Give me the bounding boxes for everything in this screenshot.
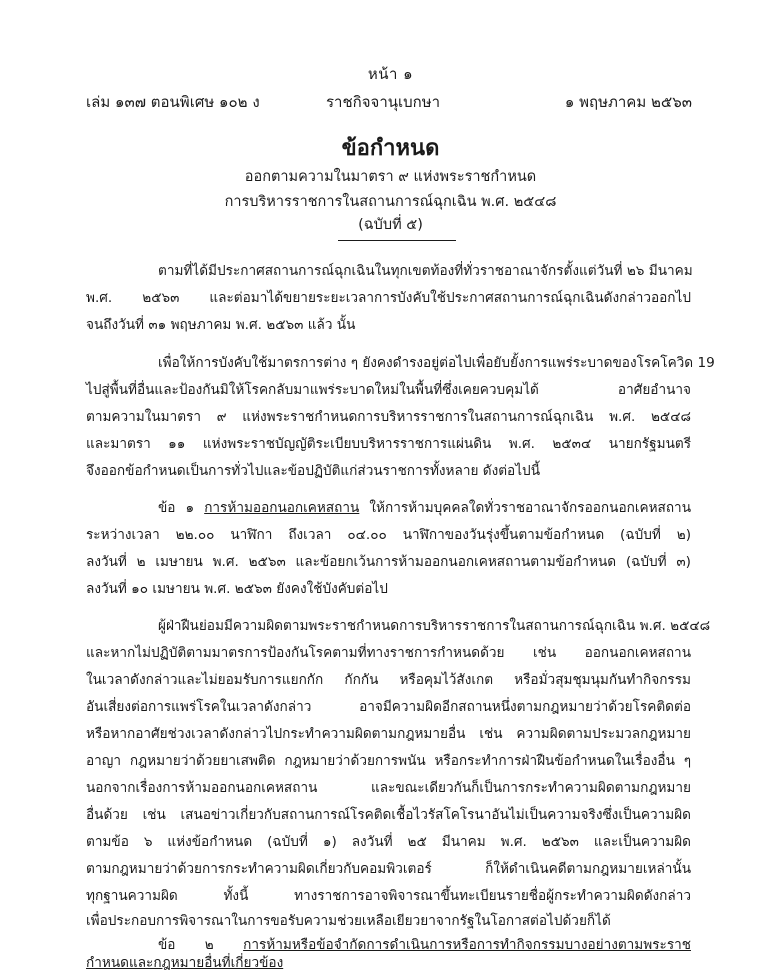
paragraph-3-line: ตามกฎหมายว่าด้วยการกระทำความผิดเกี่ยวกับคอมพิวเตอร์ ก็ให้ดำเนินคดีตามกฎหมายเหล่านั้น bbox=[86, 861, 691, 877]
volume-info: เล่ม ๑๓๗ ตอนพิเศษ ๑๐๒ ง bbox=[86, 93, 260, 111]
paragraph-2-line: ตามความในมาตรา ๙ แห่งพระราชกำหนดการบริหารราชการในสถานการณ์ฉุกเฉิน พ.ศ. ๒๕๔๘ bbox=[86, 409, 691, 425]
paragraph-3-line: หรือหากอาศัยช่วงเวลาดังกล่าวไปกระทำความผิดตามกฎหมายอื่น เช่น ความผิดตามประมวลกฎหมาย bbox=[86, 726, 691, 742]
paragraph-3-line: เพื่อประกอบการพิจารณาในการขอรับความช่วยเหลือเยียวยาจากรัฐในโอกาสต่อไปด้วยก็ได้ bbox=[86, 913, 611, 929]
page-number: หน้า ๑ bbox=[367, 65, 414, 83]
paragraph-3-line: อื่นด้วย เช่น เสนอข่าวเกี่ยวกับสถานการณ์โรคติดเชื้อไวรัสโคโรนาอันไม่เป็นความจริงซึ่งเป็นความผิด bbox=[86, 807, 691, 823]
clause-2-heading-continued: กำหนดและกฎหมายอื่นที่เกี่ยวข้อง bbox=[86, 955, 284, 971]
paragraph-2-line: ไปสู่พื้นที่อื่นและป้องกันมิให้โรคกลับมาแพร่ระบาดใหม่ในพื้นที่ซึ่งเคยควบคุมได้ อาศัยอำนาจ bbox=[86, 382, 691, 398]
document-title: ข้อกำหนด bbox=[341, 136, 440, 161]
paragraph-2-line: และมาตรา ๑๑ แห่งพระราชบัญญัติระเบียบบริหารราชการแผ่นดิน พ.ศ. ๒๕๓๔ นายกรัฐมนตรี bbox=[86, 436, 691, 452]
document-subtitle-2: การบริหารราชการในสถานการณ์ฉุกเฉิน พ.ศ. ๒๕๔๘ bbox=[224, 194, 557, 210]
paragraph-2-line: จึงออกข้อกำหนดเป็นการทั่วไปและข้อปฏิบัติแก่ส่วนราชการทั้งหลาย ดังต่อไปนี้ bbox=[86, 463, 540, 479]
clause-1-line: ระหว่างเวลา ๒๒.๐๐ นาฬิกา ถึงเวลา ๐๔.๐๐ นาฬิกาของวันรุ่งขึ้นตามข้อกำหนด (ฉบับที่ ๒) bbox=[86, 527, 691, 543]
paragraph-2-line: เพื่อให้การบังคับใช้มาตรการต่าง ๆ ยังคงดำรงอยู่ต่อไปเพื่อยับยั้งการแพร่ระบาดของโรคโควิด 19 bbox=[158, 355, 715, 371]
clause-1-number: ข้อ ๑ bbox=[158, 500, 205, 516]
clause-1-text: ให้การห้ามบุคคลใดทั่วราชอาณาจักรออกนอกเคหสถาน bbox=[359, 500, 691, 516]
paragraph-3-line: ทุกฐานความผิด ทั้งนี้ ทางราชการอาจพิจารณาขึ้นทะเบียนรายชื่อผู้กระทำความผิดดังกล่าว bbox=[86, 888, 691, 904]
gazette-name: ราชกิจจานุเบกษา bbox=[326, 93, 441, 111]
document-subtitle-1: ออกตามความในมาตรา ๙ แห่งพระราชกำหนด bbox=[244, 169, 537, 185]
title-divider bbox=[338, 240, 456, 241]
paragraph-3-line: อาญา กฎหมายว่าด้วยยาเสพติด กฎหมายว่าด้วยการพนัน หรือกระทำการฝ่าฝืนข้อกำหนดในเรื่องอื่น ๆ bbox=[86, 753, 691, 769]
clause-1-line: ลงวันที่ ๑๐ เมษายน พ.ศ. ๒๕๖๓ ยังคงใช้บังคับต่อไป bbox=[86, 581, 388, 597]
paragraph-3-line: และหากไม่ปฏิบัติตามมาตรการป้องกันโรคตามที่ทางราชการกำหนดด้วย เช่น ออกนอกเคหสถาน bbox=[86, 645, 691, 661]
publication-date: ๑ พฤษภาคม ๒๕๖๓ bbox=[564, 93, 692, 111]
document-issue-number: (ฉบับที่ ๕) bbox=[358, 217, 423, 233]
paragraph-1-line: ตามที่ได้มีประกาศสถานการณ์ฉุกเฉินในทุกเขตท้องที่ทั่วราชอาณาจักรตั้งแต่วันที่ ๒๖ มีนาคม bbox=[158, 263, 693, 279]
clause-2-number: ข้อ ๒ bbox=[158, 937, 244, 953]
paragraph-1-line: จนถึงวันที่ ๓๑ พฤษภาคม พ.ศ. ๒๕๖๓ แล้ว นั้น bbox=[86, 317, 356, 333]
paragraph-3-line: ในเวลาดังกล่าวและไม่ยอมรับการแยกกัก กักกัน หรือคุมไว้สังเกต หรือมั่วสุมชุมนุมกันทำกิจกรรม bbox=[86, 672, 691, 688]
clause-1-heading: การห้ามออกนอกเคหสถาน bbox=[204, 500, 360, 516]
paragraph-3-line: นอกจากเรื่องการห้ามออกนอกเคหสถาน และขณะเดียวกันก็เป็นการกระทำความผิดตามกฎหมาย bbox=[86, 780, 691, 796]
clause-2-heading: การห้ามหรือข้อจำกัดการดำเนินการหรือการทำกิจกรรมบางอย่างตามพระราช bbox=[243, 937, 691, 953]
paragraph-3-line: อันเสี่ยงต่อการแพร่โรคในเวลาดังกล่าว อาจมีความผิดอีกสถานหนึ่งตามกฎหมายว่าด้วยโรคติดต่อ bbox=[86, 699, 691, 715]
clause-1-first-line bbox=[158, 497, 691, 519]
paragraph-3-line: ตามข้อ ๖ แห่งข้อกำหนด (ฉบับที่ ๑) ลงวันที่ ๒๕ มีนาคม พ.ศ. ๒๕๖๓ และเป็นความผิด bbox=[86, 834, 691, 850]
paragraph-1-line: พ.ศ. ๒๕๖๓ และต่อมาได้ขยายระยะเวลาการบังคับใช้ประกาศสถานการณ์ฉุกเฉินดังกล่าวออกไป bbox=[86, 290, 691, 306]
clause-1-line: ลงวันที่ ๒ เมษายน พ.ศ. ๒๕๖๓ และข้อยกเว้นการห้ามออกนอกเคหสถานตามข้อกำหนด (ฉบับที่ ๓) bbox=[86, 554, 691, 570]
paragraph-3-line: ผู้ฝ่าฝืนย่อมมีความผิดตามพระราชกำหนดการบริหารราชการในสถานการณ์ฉุกเฉิน พ.ศ. ๒๕๔๘ bbox=[158, 618, 711, 634]
